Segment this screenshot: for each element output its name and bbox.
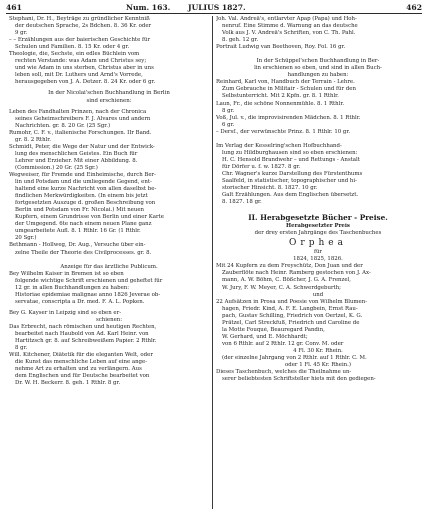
right-column-line: für Dörfer u. f. w. 1827. 8 gr.: [222, 163, 301, 170]
left-column-line: Rumohr, C. F. v., italienische Forschungen. IIr Band.: [9, 129, 152, 136]
right-column-line: – Dersf., der verwünschte Prinz. 8. 1 Rthlr. 10 gr.: [216, 128, 351, 135]
right-column-line: Saalfeld, in statistischer, topographischer und hi-: [222, 177, 357, 184]
left-column-line: (Commission.) 20 Gr. (25 Sgr.): [15, 164, 98, 171]
right-column-line: für: [313, 249, 323, 256]
right-column-line: W. Gerhard, und E. Möchhardt;: [222, 333, 308, 340]
left-column-line: rechten Verstande: was Adam und Christus sey;: [15, 58, 147, 65]
right-column-line: der drey ersten Jahrgänge des Taschenbuches: [254, 230, 382, 237]
left-column-line: 12 gr. in allen Buchhandlungen zu haben:: [15, 284, 130, 291]
right-page-number: 462: [406, 3, 422, 12]
left-column-line: Bey Wilhelm Kaiser in Bremen ist so eben: [9, 270, 124, 277]
header-rule: [6, 13, 422, 14]
right-column-line: II. Herabgesetzte Bücher - Preise.: [248, 213, 388, 223]
left-column-line: Schmidt, Peter, die Wege der Natur und der Entwick-: [9, 143, 155, 150]
right-column-line: 22 Aufsätzen in Prosa und Poesie von Wilhelm Blumen-: [216, 298, 368, 305]
left-column-line: Historiae epidemiae malignae anno 1826 Jeverae ob-: [15, 291, 161, 298]
left-column-line: Bethmann - Hollweg, Dr. Aug., Versuche über ein-: [9, 242, 146, 249]
right-column-line: 1824, 1825, 1826.: [293, 256, 343, 263]
left-column-line: fortgesetzten Auszuge d. großen Beschreibung von: [15, 200, 156, 207]
right-column-line: 8. 1827. 18 gr.: [222, 199, 262, 206]
left-column-line: Schulen und Familien. 8. 15 Kr. oder 4 gr.: [15, 44, 130, 51]
right-column-line: Voß, Jul. v., die improvisirenden Mädchen. 8. 1 Rthlr.: [216, 114, 361, 121]
right-column-line: hagen, Friedr. Kind, A. F. E. Langbein, Ernst Rau-: [222, 305, 358, 312]
left-column-line: lung des menschlichen Geistes. Ein Buch für: [15, 150, 138, 157]
right-column-line: von 6 Rthlr. auf 2 Rthlr. 12 gr. Conv. M. oder: [222, 340, 344, 347]
left-column-line: Theologie, die, Sechste, ein edles Büchlein vom: [9, 51, 140, 58]
right-column-line: 4 Fl. 30 Kr. Rhein.: [293, 347, 343, 354]
right-column-line: pach, Gustav Schilling, Friedrich von Oertzel, K. G.: [222, 312, 363, 319]
left-column-line: und wie Adam in uns sterben, Christus aber in uns: [15, 65, 154, 72]
right-column-line: Volk aus J. V. Andreä's Schriften, von C. Th. Pahl.: [222, 30, 356, 37]
left-page-number: 461: [6, 3, 22, 12]
left-column-line: Lehrer und Erzieher. Mit einer Abbildung. 8.: [15, 157, 138, 164]
right-column-line: Zum Gebrauche in Militair - Schulen und für den: [222, 86, 356, 93]
left-column-line: gr. 8. 2 Rthlr.: [15, 136, 51, 143]
left-column-line: Kupfern, einem Grundrisse von Berlin und einer Karte: [15, 214, 164, 221]
right-column-line: Joh. Val. Andreä's, entlarvter Apap (Papa) und Hoh-: [216, 16, 357, 22]
right-column-line: 8. geh. 12 gr.: [222, 37, 259, 44]
section-gap: [216, 206, 420, 213]
right-column-line: und: [312, 291, 324, 298]
right-column-line: Chr. Wagner's kurze Darstellung des Fürstenthums: [222, 170, 363, 177]
right-column-line: storischer Hinsicht. 8. 1827. 10 gr.: [222, 185, 318, 192]
left-column-line: – – Erzählungen aus der baierischen Geschichte für: [9, 37, 151, 44]
right-column-line: Orphea: [289, 238, 347, 249]
right-column-line: 6 gr.: [222, 121, 235, 128]
left-column-line: schienen:: [95, 316, 123, 323]
right-column-line: Prätzel, Carl Streckfuß, Friedrich und Caroline de: [222, 319, 360, 326]
left-column-line: umgearbeitete Aufl. 8. 1 Rthlr. 16 Gr. (1 Rthlr.: [15, 228, 141, 235]
left-column: [9, 16, 209, 513]
left-column-line: Will. Kitchener, Diätetik für die eleganten Welt, oder: [9, 352, 153, 359]
left-column-line: sind erschienen:: [86, 97, 132, 104]
right-column-line: 8 gr.: [222, 107, 235, 114]
left-column-line: die Kunst das menschliche Leben auf eine ange-: [15, 359, 148, 366]
right-column-line: Portrait Ludwig van Beethoven, Roy. Fol. 16 gr.: [216, 44, 346, 51]
issue-number: Num. 163.: [126, 3, 171, 12]
right-column-line: nenruf. Eine Stimme d. Warnung an das deutsche: [222, 23, 358, 30]
right-column-line: Selbstunterricht. Mit 2 Kpfn. gr. 8. 1 Rthlr.: [222, 93, 339, 100]
left-column-line: Wegweiser, für Fremde und Einheimische, durch Ber-: [9, 171, 156, 178]
right-column-line: serer beliebtesten Schriftsteller hiets mit den gediegen-: [222, 376, 376, 383]
left-column-line: Leben des Fandhalten Prinzen, nach der Chronica: [9, 108, 147, 115]
left-column-line: haltend eine kurze Nachricht von allen daselbst be-: [15, 186, 157, 193]
right-column: [216, 16, 420, 513]
left-column-line: leben soll, mit Dr. Luthers und Arnd's Vorrede,: [15, 72, 143, 79]
left-column-line: herausgegeben von J. A. Detzer. 8. 24 Kr. oder 6 gr.: [15, 79, 156, 86]
left-column-line: bearbeitet nach Haubold von Ad. Karl Heinr. von: [15, 330, 149, 337]
right-column-line: handlungen zu haben:: [287, 72, 349, 79]
column-divider: [212, 16, 213, 509]
left-column-line: seines Geheimschreibers F. J. Alvares und andern: [15, 115, 151, 122]
left-column-line: servatae, conscripta a Dr. med. F. A. L. Popken.: [15, 298, 145, 305]
section-gap: [216, 51, 420, 58]
left-column-line: Berlin und Potsdam von Fr. Nicolai.) Mit neuen: [15, 207, 144, 214]
left-column-line: 20 Sgr.): [15, 235, 37, 242]
right-column-line: Reinhard, Karl von, Handbuch der Terrain - Lehre.: [216, 79, 355, 86]
right-column-line: (der einzelne Jahrgang von 2 Rthlr. auf 1 Rthlr. C. M.: [222, 354, 367, 361]
left-column-line: Hartitzsch gr. 8. auf Schreibweißem Papier. 2 Rthlr.: [15, 338, 157, 345]
right-column-line: H. C. Hensold Brandwehr – und Rettungs - Anstalt: [222, 156, 360, 163]
section-gap: [9, 257, 209, 264]
right-column-line: W. Jury, F. W. Meyer, C. A. Schwerdgeburth;: [222, 284, 341, 291]
left-column-line: Dr. W. H. Beckerr. 8. geh. 1 Rthlr. 8 gr.: [15, 380, 121, 387]
left-column-line: Bey G. Kayser in Leipzig sind so eben er-: [9, 309, 122, 316]
left-column-line: Das Erbrecht, nach römischen und heutigen Rechten,: [9, 323, 157, 330]
issue-date: JULIUS 1827.: [188, 3, 246, 12]
left-column-line: In der Nicolai'schen Buchhandlung in Berlin: [48, 90, 170, 97]
left-column-line: folgende wichtige Schrift erschienen und geheftet für: [15, 277, 163, 284]
left-column-line: 9 gr.: [15, 30, 28, 37]
left-column-line: Stephani, Dr. H., Beyträge zu gründlicher Kenntniß: [9, 16, 150, 22]
left-column-line: findlichen Merkwürdigkeiten. (In einem bis jetzt: [15, 193, 148, 200]
right-column-line: lin erschienen so eben, und sind in allen Buch-: [254, 65, 382, 72]
left-column-line: der Umgegend. 6te nach einem neuen Plane ganz: [15, 221, 152, 228]
right-column-line: lung zu Hildburghausen sind so eben erschienen:: [222, 149, 358, 156]
right-column-line: Herabgesetzter Preis: [286, 223, 350, 230]
right-column-line: In der Schüppel'schen Buchhandlung in Ber-: [256, 58, 380, 65]
right-column-line: Im Verlag der Kesselring'schen Hofbuchhand-: [216, 142, 342, 149]
right-column-line: Dieses Taschenbuch, welches die Theilnahme un-: [216, 369, 352, 376]
left-column-line: lin und Potsdam und die umliegende Gegend, ent-: [15, 179, 152, 186]
left-column-line: Anzeige für das ärztliche Publicum.: [60, 263, 158, 270]
right-column-line: oder 1 Fl. 45 Kr. Rhein.): [285, 362, 351, 369]
left-column-line: 8 gr.: [15, 345, 28, 352]
right-column-line: la Motte Fouqué, Beauregard Pandin,: [222, 326, 325, 333]
right-column-line: Zauberflöte nach Heinr. Ramberg gestochen von J. Ax-: [222, 270, 371, 277]
right-column-line: Mit 24 Kupfern zu dem Freyschütz, Don Juan und der: [216, 263, 363, 270]
right-column-line: Galt Erzählungen. Aus dem Englischen übersetzt.: [222, 192, 359, 199]
left-column-line: nehme Art zu erhalten und zu verlängern. Aus: [15, 366, 142, 373]
left-column-line: zelne Theile der Theorie des Civilprocesses. gr. 8.: [15, 249, 152, 256]
left-column-line: Nachrichten. gr. 8. 20 Gr. (25 Sgr.): [15, 122, 111, 129]
section-gap: [216, 136, 420, 143]
right-column-line: mann, A. W. Böhm, C. Bößcher, J. G. A. Frenzel,: [222, 277, 351, 284]
left-column-line: der deutschen Sprache, 2s Bdchen. 8. 36 Kr. oder: [15, 23, 152, 30]
left-column-line: dem Englischen und für Deutsche bearbeitet von: [15, 373, 150, 380]
right-column-line: Laun, Fr., die schöne Nonnenmühle. 8. 1 Rthlr.: [216, 100, 345, 107]
